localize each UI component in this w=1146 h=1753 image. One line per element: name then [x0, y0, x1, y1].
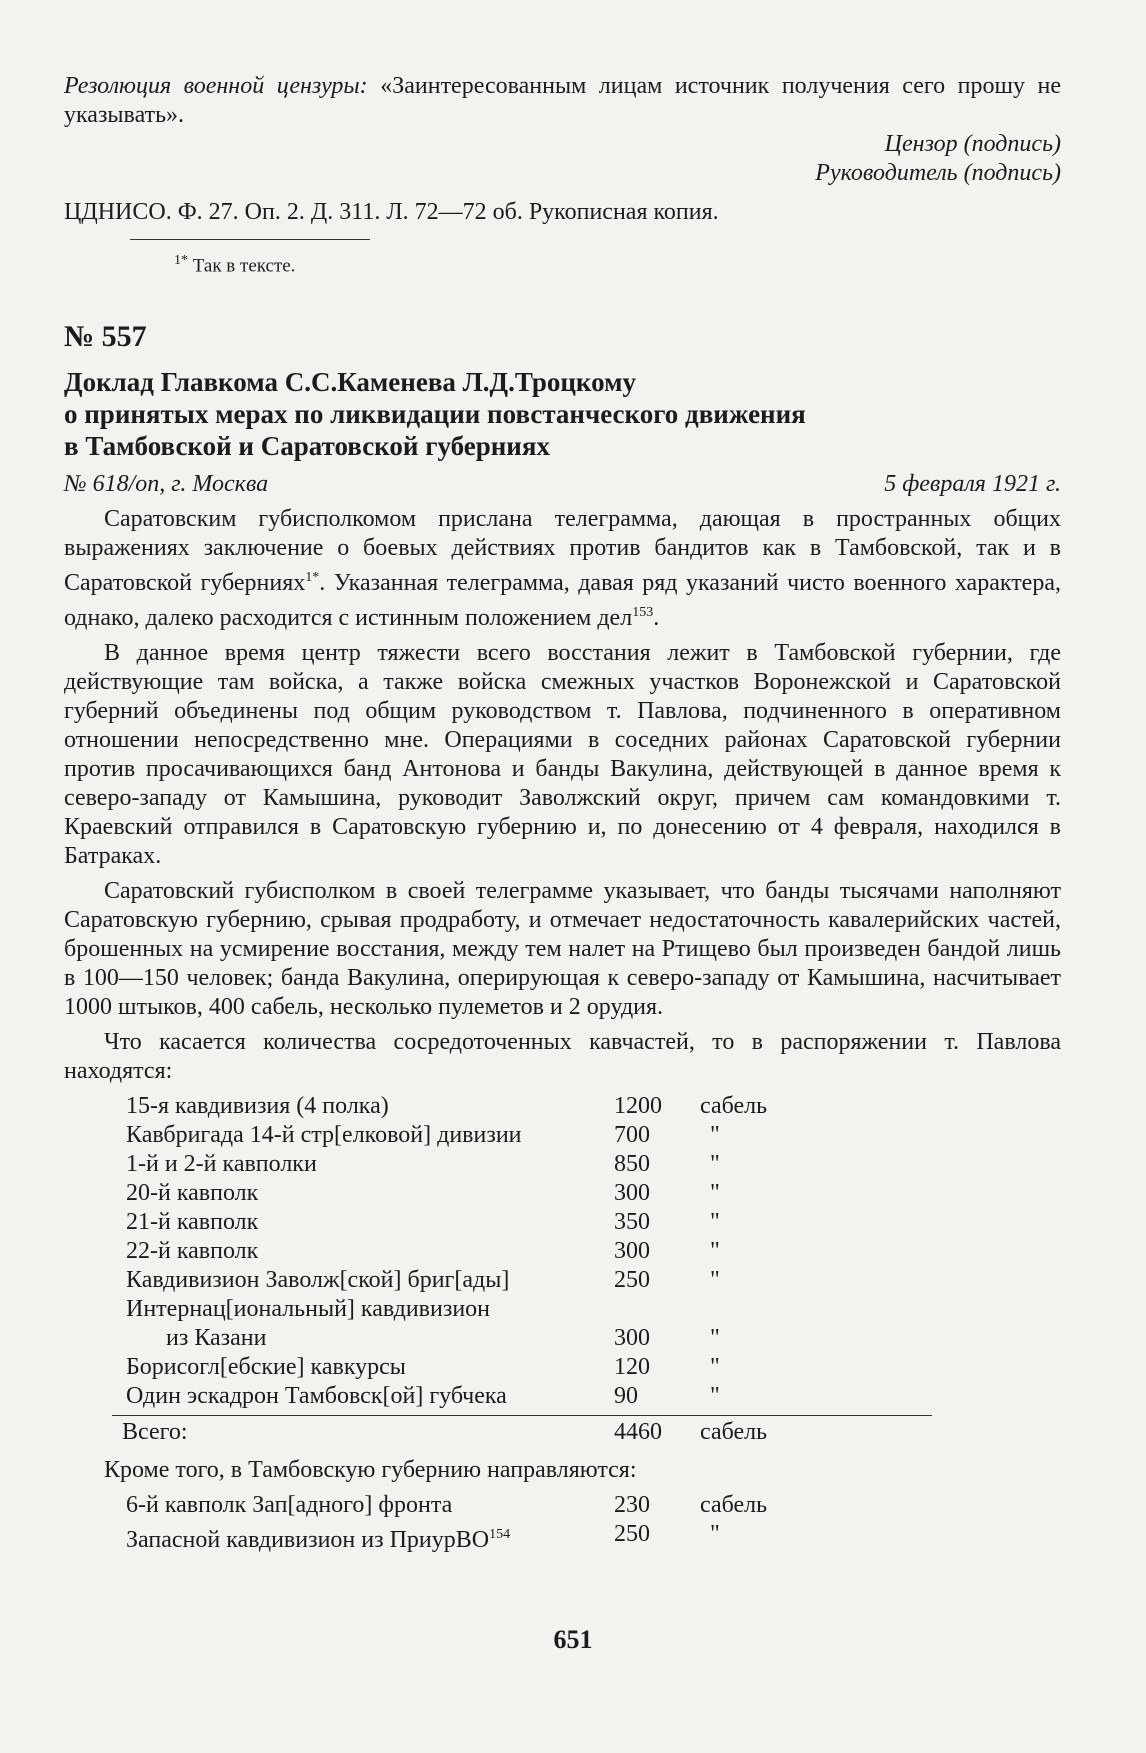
footnote-divider [130, 239, 370, 240]
resolution-text: «Заинтересованным лицам источник получения сего прошу не указывать». [64, 73, 1061, 128]
table-row: 21-й кавполк 350 " [126, 1209, 720, 1236]
document-meta [64, 470, 1061, 499]
document-number: № 557 [64, 320, 147, 354]
title-line-3: в Тамбовской и Саратовской губерниях [64, 431, 550, 462]
table-row: из Казани 300 " [166, 1325, 720, 1352]
archive-source: ЦДНИСО. Ф. 27. Оп. 2. Д. 311. Л. 72—72 об. Рукописная копия. [64, 199, 719, 225]
document-date: 5 февраля 1921 г. [884, 471, 1061, 498]
title-line-2: о принятых мерах по ликвидации повстанческого движения [64, 399, 806, 430]
table-row: Кавдивизион Заволж[ской] бриг[ады] 250 " [126, 1267, 720, 1294]
cavalry-units-table [64, 1092, 1061, 1411]
table-row: 20-й кавполк 300 " [126, 1180, 720, 1207]
total-row [64, 1418, 1061, 1448]
table-row: Интернац[иональный] кавдивизион [126, 1296, 491, 1323]
page-number: 651 [553, 1625, 593, 1654]
table-row: 22-й кавполк 300 " [126, 1238, 720, 1265]
document-title [64, 366, 1061, 462]
total-label: Всего: [122, 1419, 188, 1446]
footnote-mark: 1* [174, 253, 188, 268]
paragraph-2: В данное время центр тяжести всего восстания лежит в Тамбовской губернии, где действующие там войска, а также войска смежных участков Воронежской и Саратовской губерний объединены под общим руководством т. Павлова, подчиненного в оперативном отношении непосредственно мне. Операциями в соседних районах Саратовской губернии против просачивающихся банд Антонова и банды Вакулина, действующей в данное время к северо-западу от Камышина, руководит Заволжский округ, причем сам командовкими т. Краевский отправился в Саратовскую губернию и, по донесению от 4 февраля, находился в Батраках. [64, 640, 1061, 870]
endnote-ref: 154 [489, 1527, 511, 1543]
document-page [64, 72, 1061, 1554]
censorship-resolution [64, 72, 1061, 130]
censor-signature: Цензор (подпись) [884, 131, 1061, 157]
table-row: 6-й кавполк Зап[адного] фронта 230 сабель [126, 1492, 768, 1519]
total-value: 4460 [614, 1419, 662, 1446]
total-unit: сабель [700, 1419, 768, 1446]
table-row: 1-й и 2-й кавполки 850 " [126, 1151, 720, 1178]
p1-footnote-ref: 1* [305, 570, 320, 586]
table-row: Борисогл[ебские] кавкурсы 120 " [126, 1354, 720, 1381]
table-row: Запасной кавдивизион из ПриурВО$^{154}$ 250 " [126, 1521, 720, 1554]
table-row: Один эскадрон Тамбовск[ой] губчека 90 " [126, 1383, 720, 1410]
additional-intro: Кроме того, в Тамбовскую губернию направляются: [104, 1457, 637, 1484]
p1-text-c: . [653, 605, 660, 632]
table-row: Кавбригада 14-й стр[елковой] дивизии 700 " [126, 1122, 720, 1149]
p1-endnote-ref: 153 [632, 605, 654, 621]
table-row: 15-я кавдивизия (4 полка) 1200 сабель [126, 1093, 768, 1120]
p1-text-a: Саратовским губисполкомом прислана телеграмма, дающая в пространных общих выражениях заключение о боевых действиях против бандитов как в Тамбовской, так и в Саратовской губерниях [64, 506, 1061, 597]
document-ref: № 618/оп, г. Москва [64, 471, 269, 498]
total-divider [112, 1415, 932, 1416]
p1-text-b: . Указанная телеграмма, давая ряд указаний чисто военного характера, однако, далеко расходится с истинным положением дел [64, 570, 1061, 632]
paragraph-3: Саратовский губисполком в своей телеграмме указывает, что банды тысячами наполняют Саратовскую губернию, срывая продработу, и отмечает недостаточность кавалерийских частей, брошенных на усмирение восстания, между тем налет на Ртищево был произведен бандой лишь в 100—150 человек; банда Вакулина, оперирующая к северо-западу от Камышина, насчитывает 1000 штыков, 400 сабель, несколько пулеметов и 2 орудия. [64, 878, 1061, 1021]
head-signature: Руководитель (подпись) [815, 160, 1061, 186]
footnote [174, 246, 1061, 280]
additional-units-table [64, 1491, 1061, 1554]
footnote-text: Так в тексте. [192, 255, 296, 277]
paragraph-1 [64, 505, 1061, 633]
paragraph-4: Что касается количества сосредоточенных кавчастей, то в распоряжении т. Павлова находятся: [64, 1029, 1061, 1085]
title-line-1: Доклад Главкома С.С.Каменева Л.Д.Троцкому [64, 367, 636, 398]
resolution-label: Резолюция военной цензуры: [64, 73, 368, 99]
